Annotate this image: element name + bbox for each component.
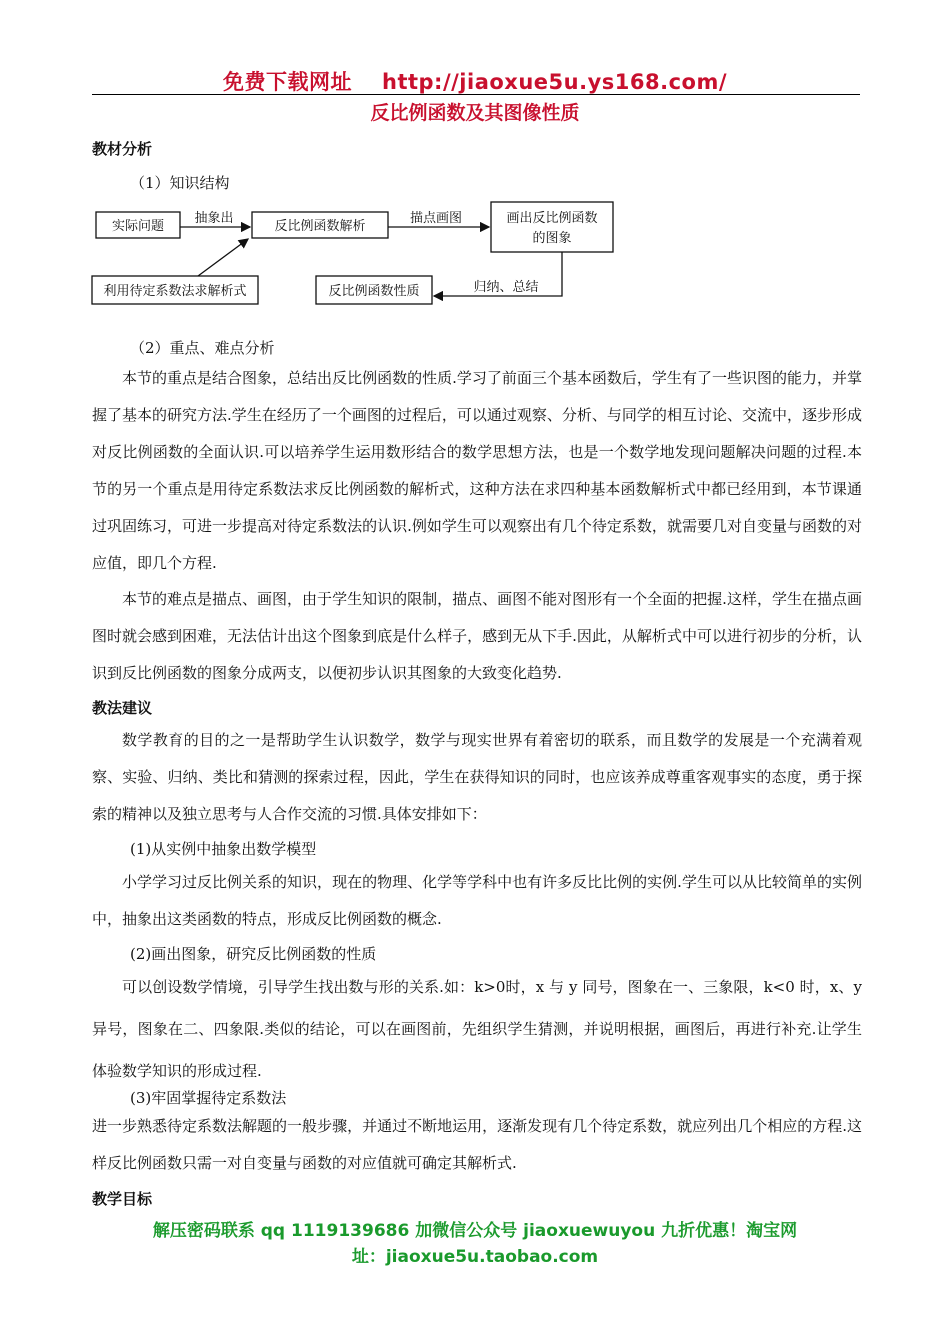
page-title: 反比例函数及其图像性质 [370,102,580,124]
arrow-plot-label: 描点画图 [409,211,463,226]
item2-text: 可以创设数学情境，引导学生找出数与形的关系.如：k>0时，x 与 y 同号，图象在一、三象限，k<0 时，x、y 异号，图象在二、四象限.类似的结论，可以在画图前，先组织学生猜测，并说明根据，画图后，再进行补充.让学生体验数学知识的形成过程. [92,978,862,1080]
header-site-label: 免费下载网址 [223,70,352,94]
box-method-label: 利用待定系数法求解析式 [103,284,247,299]
item1-title: (1)从实例中抽象出数学模型 [130,840,317,858]
subheading-knowledge-structure: （1）知识结构 [130,174,230,192]
subheading-key-points: （2）重点、难点分析 [130,339,275,357]
section-heading-teaching-method: 教法建议 [92,699,153,717]
footer-line-2[interactable]: 址：jiaoxue5u.taobao.com [351,1247,599,1267]
box-graph-label-1: 画出反比例函数 [506,211,598,226]
arrow-abstract-label: 抽象出 [194,211,234,226]
knowledge-structure-diagram [86,196,626,320]
header-url[interactable]: http://jiaoxue5u.ys168.com/ [382,70,727,94]
item1-text: 小学学习过反比例关系的知识，现在的物理、化学等学科中也有许多反比比例的实例.学生可以从比较简单的实例中，抽象出这类函数的特点，形成反比例函数的概念. [92,873,862,928]
box-actual-problem-label: 实际问题 [111,219,165,234]
item2-title: (2)画出图象，研究反比例函数的性质 [130,945,377,963]
section-heading-teaching-goals: 教学目标 [92,1190,153,1208]
paragraph-difficulties: 本节的难点是描点、画图，由于学生知识的限制，描点、画图不能对图形有一个全面的把握.这样，学生在描点画图时就会感到困难，无法估计出这个图象到底是什么样子，感到无从下手.因此，从解析式中可以进行初步的分析，认识到反比例函数的图象分成两支，以便初步认识其图象的大致变化趋势. [92,590,862,682]
item3-title: (3)牢固掌握待定系数法 [130,1089,287,1107]
box-formula-label: 反比例函数解析 [274,219,366,234]
footer-line-1: 解压密码联系 qq 1119139686 加微信公众号 jiaoxuewuyou 九折优惠！淘宝网 [152,1221,798,1241]
arrow-method [198,239,248,276]
paragraph-teaching-intro: 数学教育的目的之一是帮助学生认识数学，数学与现实世界有着密切的联系，而且数学的发展是一个充满着观察、实验、归纳、类比和猜测的探索过程，因此，学生在获得知识的同时，也应该养成尊重客观事实的态度，勇于探索的精神以及独立思考与人合作交流的习惯.具体安排如下： [92,731,862,823]
box-property-label: 反比例函数性质 [328,284,420,299]
header-rule [92,94,860,95]
footer-promo [0,1218,950,1270]
arrow-summary-label: 归纳、总结 [473,280,539,295]
item3-text: 进一步熟悉待定系数法解题的一般步骤，并通过不断地运用，逐渐发现有几个待定系数，就应列出几个相应的方程.这样反比例函数只需一对自变量与函数的对应值就可确定其解析式. [92,1117,862,1172]
header-download-link[interactable] [0,66,950,96]
paragraph-key-points: 本节的重点是结合图象，总结出反比例函数的性质.学习了前面三个基本函数后，学生有了一些识图的能力，并掌握了基本的研究方法.学生在经历了一个画图的过程后，可以通过观察、分析、与同学的相互讨论、交流中，逐步形成对反比例函数的全面认识.可以培养学生运用数形结合的数学思想方法，也是一个数学地发现问题解决问题的过程.本节的另一个重点是用待定系数法求反比例函数的解析式，这种方法在求四种基本函数解析式中都已经用到，本节课通过巩固练习，可进一步提高对待定系数法的认识.例如学生可以观察出有几个待定系数，就需要几对自变量与函数的对应值，即几个方程. [92,369,862,572]
box-graph-label-2: 的图象 [532,231,572,246]
section-heading-analysis: 教材分析 [92,140,153,158]
